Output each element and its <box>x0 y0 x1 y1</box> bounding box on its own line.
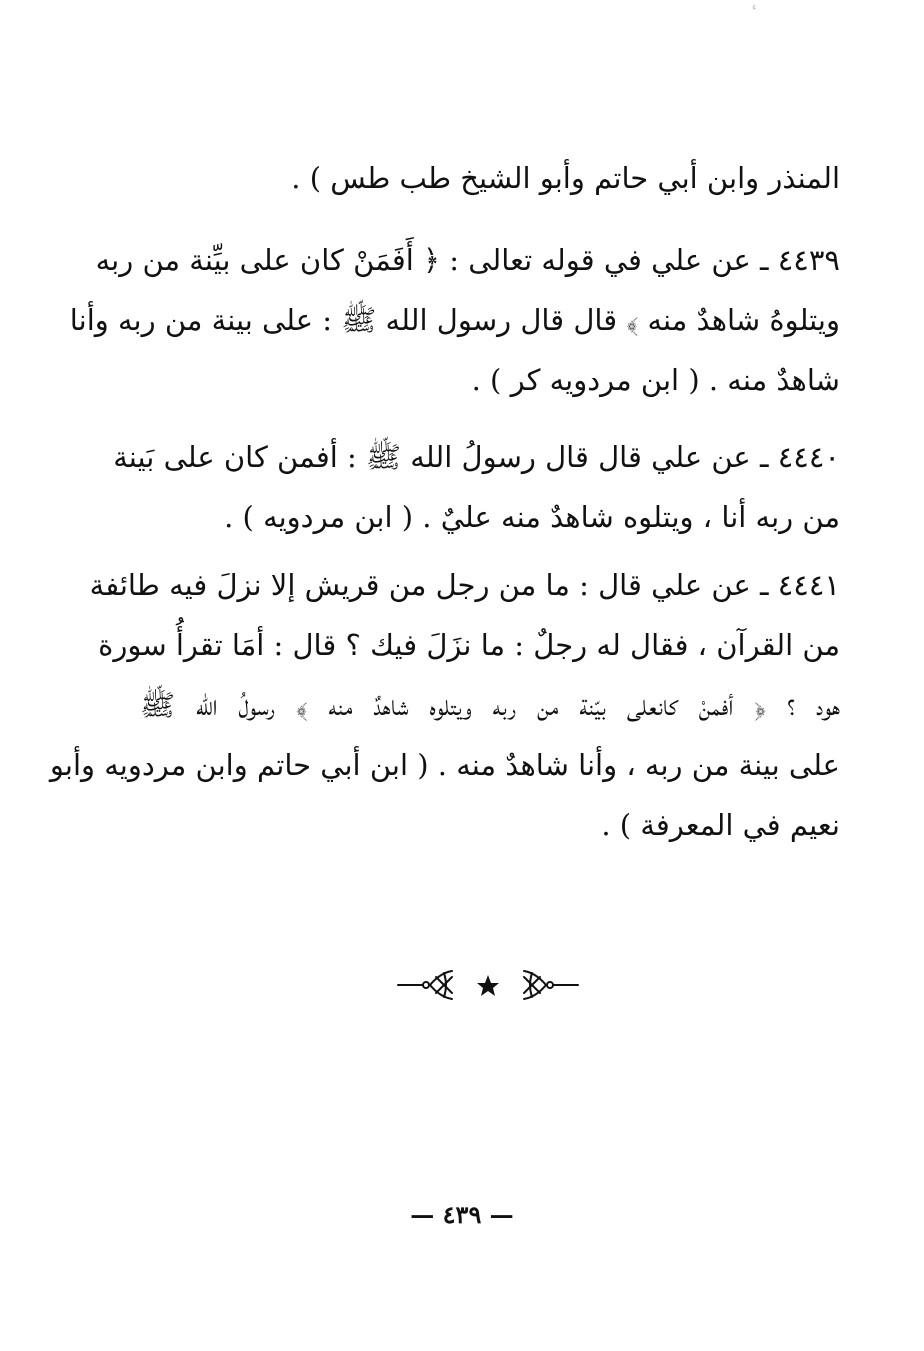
arabesque-ornament-icon <box>0 965 924 1005</box>
continuation-paragraph <box>140 148 840 208</box>
hadith-4440 <box>113 427 840 547</box>
text-line: نعيم في المعرفة ) . <box>601 808 840 842</box>
text-line: من ربه أنا ، ويتلوه شاهدٌ منه عليٌ . ( ابن مردويه ) . <box>224 500 840 534</box>
text-line: ٤٤٣٩ ـ عن علي في قوله تعالى : ﴿ أَفَمَنْ كان على بيِّنة من ربه <box>95 243 840 277</box>
text-line: المنذر وابن أبي حاتم وأبو الشيخ طب طس ) . <box>291 161 840 195</box>
text-line: ٤٤٤٠ ـ عن علي قال قال رسولُ الله ﷺ : أفمن كان على بَينة <box>113 440 840 474</box>
text-line: ٤٤٤١ ـ عن علي قال : ما من رجل من قريش إلا نزلَ فيه طائفة <box>89 568 840 602</box>
hadith-4441 <box>49 555 840 855</box>
hadith-4439 <box>69 230 840 410</box>
corner-mark: ﺀ <box>752 2 757 13</box>
page-number: — ٤٣٩ — <box>410 1200 514 1229</box>
text-line: هود ؟ ﴿ أفمنْ كانعلى بيّنة من ربه ويتلوه شاهدٌ منه ﴾ رسولُ الله ﷺ <box>140 688 840 722</box>
text-line: ويتلوهُ شاهدٌ منه ﴾ قال قال رسول الله ﷺ : على بينة من ربه وأنا <box>69 303 840 337</box>
text-line: من القرآن ، فقال له رجلٌ : ما نزَلَ فيك ؟ قال : أمَا تقرأُ سورة <box>98 628 840 662</box>
text-line: شاهدٌ منه . ( ابن مردويه كر ) . <box>471 363 840 397</box>
text-line: على بينة من ربه ، وأنا شاهدٌ منه . ( ابن أبي حاتم وابن مردويه وأبو <box>49 748 840 782</box>
